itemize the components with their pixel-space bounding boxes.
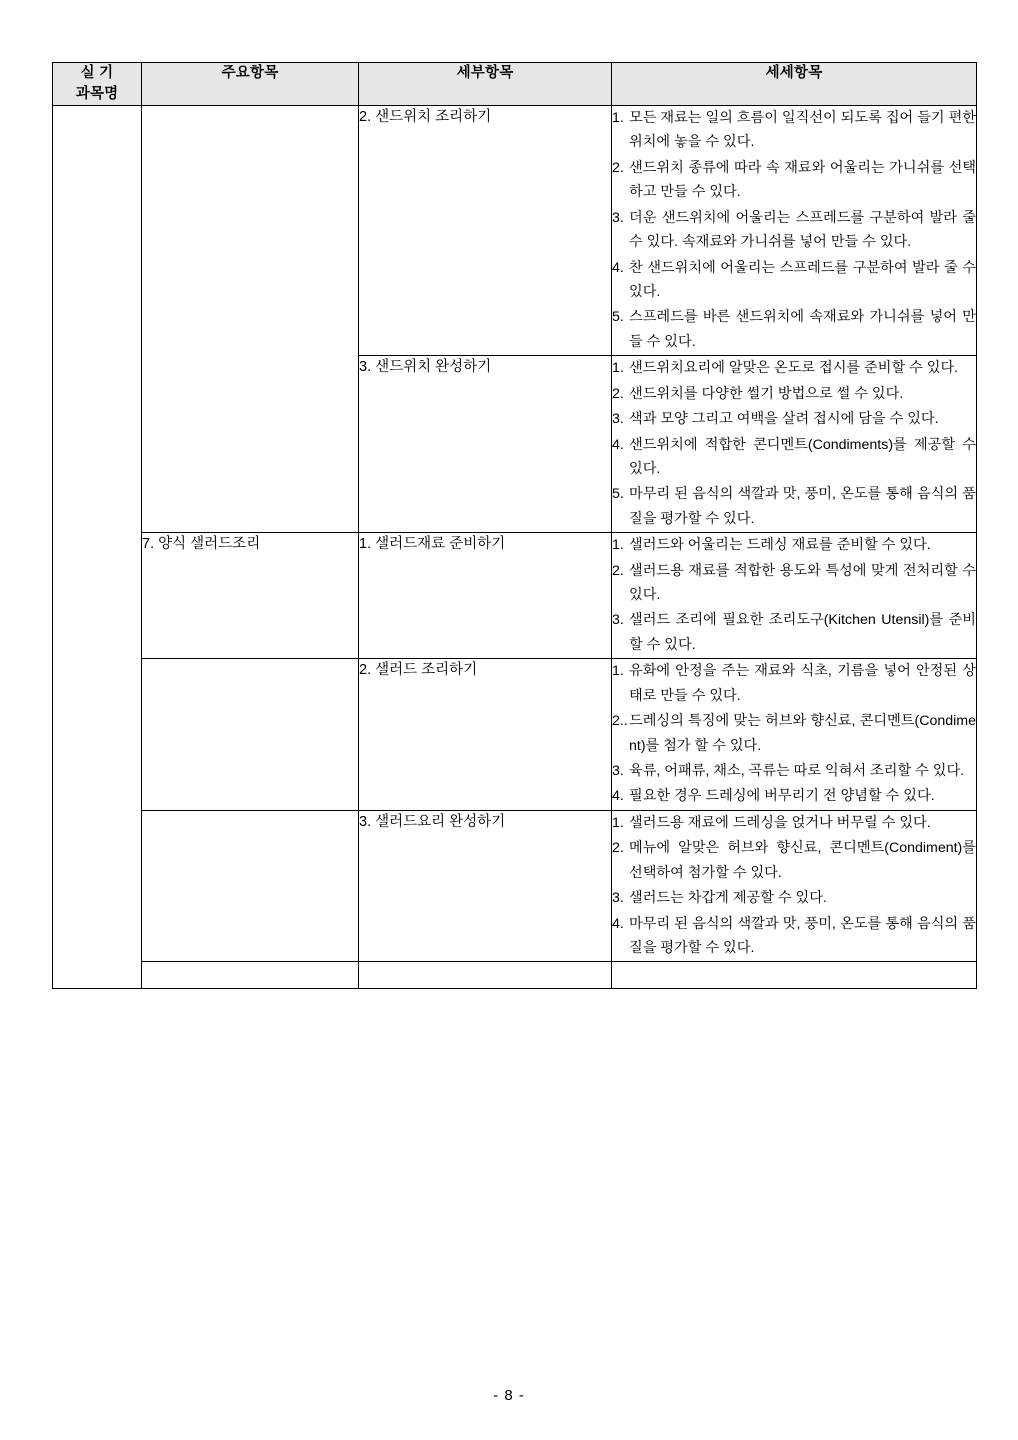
fine-item [612,759,976,783]
fine-item-text: 샐러드용 재료에 드레싱을 얹거나 버무릴 수 있다. [629,814,931,831]
cell-fine [612,356,977,533]
fine-item-text: 색과 모양 그리고 여백을 살려 접시에 담을 수 있다. [629,411,939,428]
column-header-subject-line1: 실 기 [80,65,114,81]
fine-item-number: 3. [612,763,624,779]
cell-major [142,659,359,811]
fine-item [612,356,976,380]
column-header-subject-line2: 과목명 [75,86,119,103]
cell-detail: 1. 샐러드재료 준비하기 [359,533,612,659]
fine-item [612,382,976,406]
fine-item [612,811,976,835]
fine-item [612,156,976,205]
column-header-subject [53,63,142,106]
fine-item-text: 모든 재료는 일의 흐름이 일직선이 되도록 집어 들기 편한 위치에 놓을 수 있다. [629,110,976,151]
fine-item-number: 1. [612,537,624,554]
page-number: - 8 - [493,1387,525,1404]
cell-fine [612,810,977,962]
fine-item-number: 5. [612,309,624,326]
fine-item [612,106,976,155]
table-row-spacer [53,962,977,989]
fine-item-text: 유화에 안정을 주는 재료와 식초, 기름을 넣어 안정된 상태로 만들 수 있다. [629,663,976,704]
fine-item-number: 2.. [612,713,628,730]
fine-item [612,709,976,758]
fine-item-text: 더운 샌드위치에 어울리는 스프레드를 구분하여 발라 줄 수 있다. 속재료와 가니쉬를 넣어 만들 수 있다. [629,209,976,251]
cell-detail: 3. 샌드위치 완성하기 [359,356,612,533]
fine-item-text: 필요한 경우 드레싱에 버무리기 전 양념할 수 있다. [629,788,935,805]
cell-major [142,810,359,962]
fine-item-text: 메뉴에 알맞은 허브와 향신료, 콘디멘트(Condiment)를 선택하여 첨가할 수 있다. [629,840,976,881]
cell-detail-spacer [359,962,612,989]
fine-item-text: 샌드위치요리에 알맞은 온도로 접시를 준비할 수 있다. [629,360,959,377]
column-header-major: 주요항목 [142,63,359,106]
fine-item [612,608,976,657]
fine-item-number: 2. [612,840,624,857]
table-header [53,63,977,106]
fine-item [612,836,976,885]
cell-major-spacer [142,962,359,989]
cell-subject [53,106,142,989]
fine-item-number: 3. [612,411,624,428]
table-body [53,106,977,989]
fine-item-text: 드레싱의 특징에 맞는 허브와 향신료, 콘디멘트(Condiment)를 첨가 할 수 있다. [629,713,976,754]
cell-major: 7. 양식 샐러드조리 [142,533,359,659]
fine-item [612,305,976,354]
fine-item-number: 1. [612,814,624,831]
fine-item [612,433,976,482]
fine-item-text: 샌드위치에 적합한 콘디멘트(Condiments)를 제공할 수 있다. [629,436,976,477]
fine-item-number: 3. [612,209,624,226]
fine-item-number: 1. [612,360,624,377]
fine-item-number: 1. [612,663,624,680]
cell-fine-spacer [612,962,977,989]
syllabus-table [52,62,977,989]
fine-item [612,482,976,531]
fine-item-text: 샐러드와 어울리는 드레싱 재료를 준비할 수 있다. [629,537,931,554]
fine-item-number: 4. [612,436,624,453]
fine-item-number: 4. [612,788,624,805]
fine-item-number: 2. [612,159,624,176]
fine-item-number: 3. [612,890,624,907]
cell-fine [612,533,977,659]
fine-item-text: 스프레드를 바른 샌드위치에 속재료와 가니쉬를 넣어 만들 수 있다. [629,309,976,350]
fine-item-text: 샐러드는 차갑게 제공할 수 있다. [629,890,827,907]
fine-item-text: 샌드위치 종류에 따라 속 재료와 어울리는 가니쉬를 선택하고 만들 수 있다. [629,159,976,201]
table-header-row [53,63,977,106]
cell-detail: 3. 샐러드요리 완성하기 [359,810,612,962]
fine-item [612,206,976,255]
fine-item [612,659,976,708]
fine-item [612,407,976,431]
cell-detail: 2. 샐러드 조리하기 [359,659,612,811]
fine-item-text: 샐러드용 재료를 적합한 용도와 특성에 맞게 전처리할 수 있다. [629,562,976,604]
fine-item-number: 5. [612,486,624,503]
fine-item-number: 4. [612,259,624,276]
fine-item [612,559,976,608]
fine-item [612,256,976,305]
fine-item-text: 마무리 된 음식의 색깔과 맛, 풍미, 온도를 통해 음식의 품질을 평가할 수 있다. [629,915,976,956]
fine-item-text: 육류, 어패류, 채소, 곡류는 따로 익혀서 조리할 수 있다. [629,763,965,779]
table-row [53,106,977,356]
fine-item [612,912,976,961]
fine-item-number: 4. [612,915,624,932]
fine-item [612,886,976,910]
cell-detail: 2. 샌드위치 조리하기 [359,106,612,356]
fine-item-text: 찬 샌드위치에 어울리는 스프레드를 구분하여 발라 줄 수 있다. [629,259,976,300]
fine-item-number: 3. [612,612,624,629]
fine-item-number: 1. [612,110,624,127]
cell-fine [612,659,977,811]
fine-item [612,784,976,808]
column-header-fine: 세세항목 [612,63,977,106]
table-row [53,533,977,659]
table-row [53,659,977,811]
table-row [53,810,977,962]
fine-item-number: 2. [612,562,624,579]
fine-item-text: 마무리 된 음식의 색깔과 맛, 풍미, 온도를 통해 음식의 품질을 평가할 수 있다. [629,486,976,527]
fine-item-number: 2. [612,385,624,402]
cell-major [142,106,359,533]
fine-item [612,533,976,557]
column-header-detail: 세부항목 [359,63,612,106]
fine-item-text: 샐러드 조리에 필요한 조리도구(Kitchen Utensil)를 준비할 수 있다. [629,612,976,653]
cell-fine [612,106,977,356]
fine-item-text: 샌드위치를 다양한 썰기 방법으로 썰 수 있다. [629,385,904,402]
